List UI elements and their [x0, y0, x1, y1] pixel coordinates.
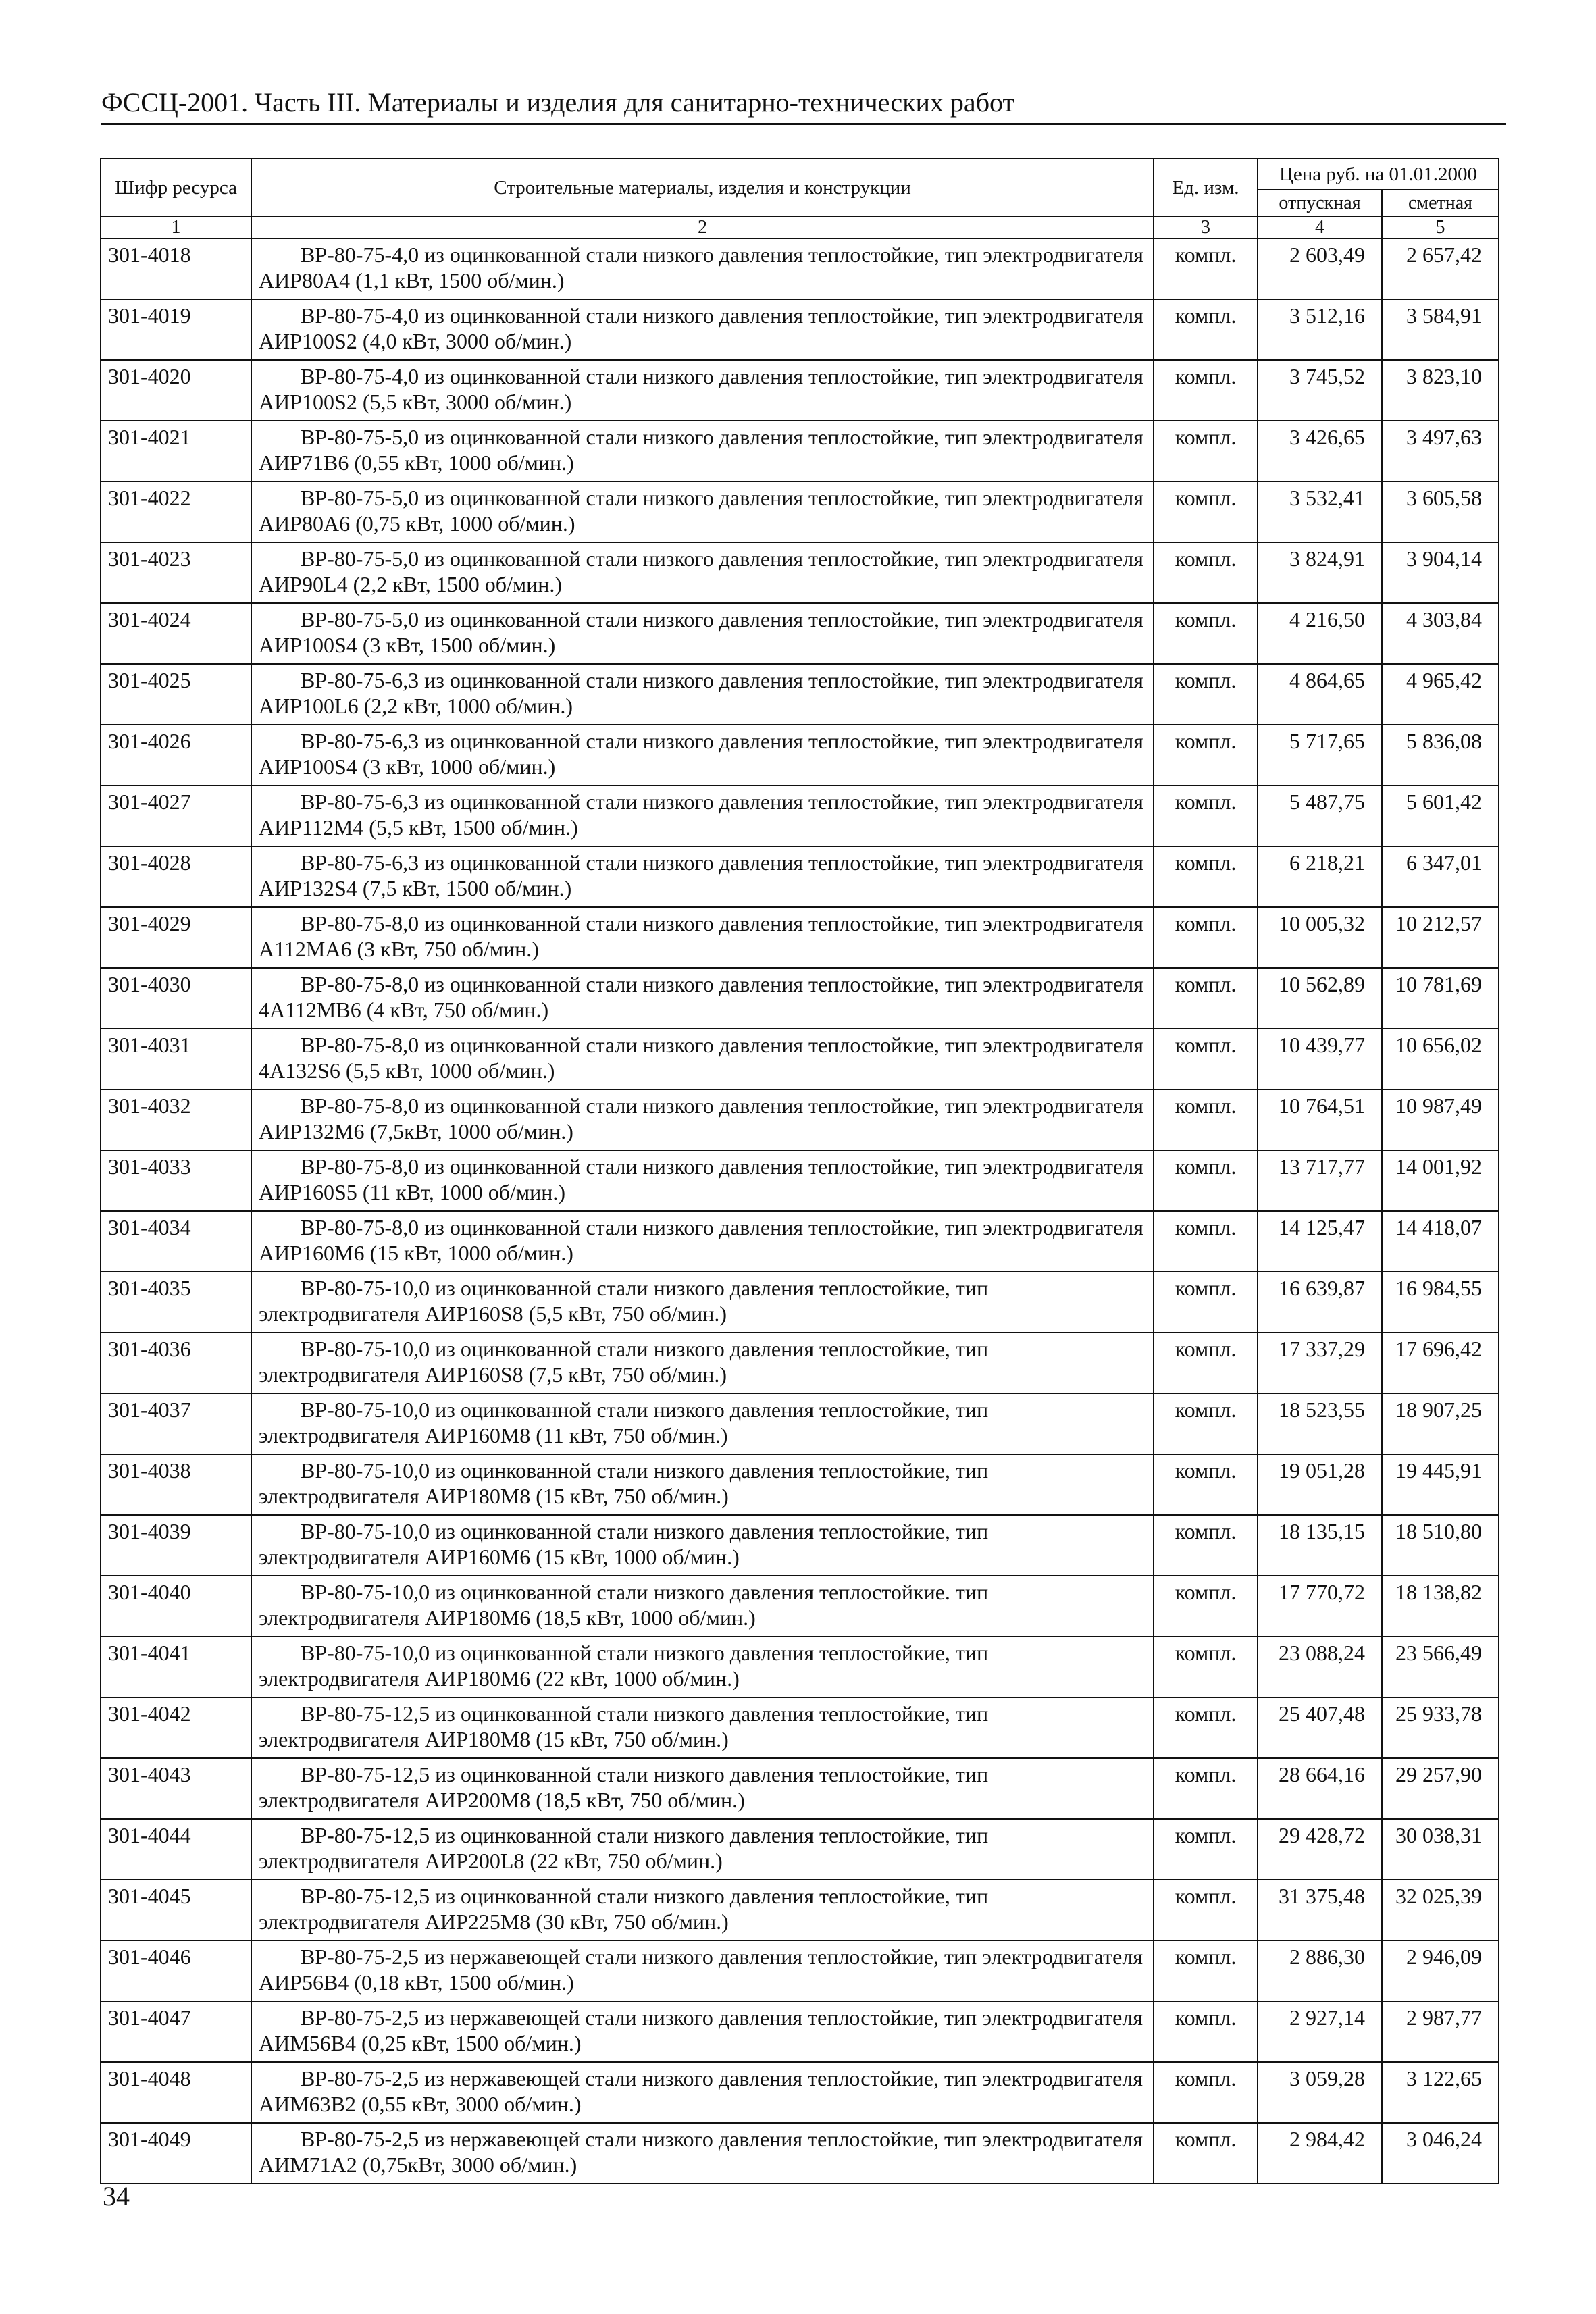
unit-cell: компл.: [1154, 1089, 1258, 1150]
resource-code: 301-4038: [101, 1454, 251, 1515]
release-price: 23 088,24: [1258, 1637, 1382, 1697]
release-price: 18 135,15: [1258, 1515, 1382, 1576]
resource-code: 301-4020: [101, 360, 251, 421]
release-price: 2 886,30: [1258, 1940, 1382, 2001]
resource-code: 301-4027: [101, 786, 251, 846]
release-price: 29 428,72: [1258, 1819, 1382, 1880]
table-row: [101, 1637, 1499, 1697]
estimate-price: 3 122,65: [1382, 2062, 1499, 2123]
estimate-price: 2 657,42: [1382, 238, 1499, 299]
material-description: ВР-80-75-12,5 из оцинкованной стали низкого давления теплостойкие, тип электродвигателя АИР180М8 (15 кВт, 750 об/мин.): [251, 1697, 1154, 1758]
estimate-price: 18 138,82: [1382, 1576, 1499, 1637]
resource-code: 301-4048: [101, 2062, 251, 2123]
estimate-price: 5 836,08: [1382, 725, 1499, 786]
estimate-price: 10 656,02: [1382, 1029, 1499, 1089]
material-description: ВР-80-75-8,0 из оцинкованной стали низкого давления теплостойкие, тип электродвигателя АИР160М6 (15 кВт, 1000 об/мин.): [251, 1211, 1154, 1272]
table-row: [101, 1515, 1499, 1576]
col-header-price: Цена руб. на 01.01.2000: [1258, 159, 1499, 190]
resource-code: 301-4040: [101, 1576, 251, 1637]
estimate-price: 3 823,10: [1382, 360, 1499, 421]
estimate-price: 5 601,42: [1382, 786, 1499, 846]
material-description: ВР-80-75-2,5 из нержавеющей стали низкого давления теплостойкие, тип электродвигателя АИМ56В4 (0,25 кВт, 1500 об/мин.): [251, 2001, 1154, 2062]
material-description: ВР-80-75-2,5 из нержавеющей стали низкого давления теплостойкие, тип электродвигателя АИМ63В2 (0,55 кВт, 3000 об/мин.): [251, 2062, 1154, 2123]
header-rule: [101, 123, 1506, 125]
material-description: ВР-80-75-4,0 из оцинкованной стали низкого давления теплостойкие, тип электродвигателя АИР100S2 (4,0 кВт, 3000 об/мин.): [251, 299, 1154, 360]
material-description: ВР-80-75-10,0 из оцинкованной стали низкого давления теплостойкие, тип электродвигателя АИР160S8 (7,5 кВт, 750 об/мин.): [251, 1333, 1154, 1393]
material-description: ВР-80-75-6,3 из оцинкованной стали низкого давления теплостойкие, тип электродвигателя АИР132S4 (7,5 кВт, 1500 об/мин.): [251, 846, 1154, 907]
table-row: [101, 725, 1499, 786]
estimate-price: 10 987,49: [1382, 1089, 1499, 1150]
col-header-unit: Ед. изм.: [1154, 159, 1258, 217]
resource-code: 301-4044: [101, 1819, 251, 1880]
unit-cell: компл.: [1154, 968, 1258, 1029]
material-description: ВР-80-75-6,3 из оцинкованной стали низкого давления теплостойкие, тип электродвигателя АИР100S4 (3 кВт, 1000 об/мин.): [251, 725, 1154, 786]
table-row: [101, 299, 1499, 360]
material-description: ВР-80-75-10,0 из оцинкованной стали низкого давления теплостойкие, тип электродвигателя АИР160S8 (5,5 кВт, 750 об/мин.): [251, 1272, 1154, 1333]
unit-cell: компл.: [1154, 1880, 1258, 1940]
unit-cell: компл.: [1154, 603, 1258, 664]
table-row: [101, 1272, 1499, 1333]
table-row: [101, 1150, 1499, 1211]
resource-code: 301-4033: [101, 1150, 251, 1211]
resource-code: 301-4032: [101, 1089, 251, 1150]
unit-cell: компл.: [1154, 1758, 1258, 1819]
table-row: [101, 2062, 1499, 2123]
table-row: [101, 1880, 1499, 1940]
material-description: ВР-80-75-8,0 из оцинкованной стали низкого давления теплостойкие, тип электродвигателя 4А112МВ6 (4 кВт, 750 об/мин.): [251, 968, 1154, 1029]
release-price: 3 426,65: [1258, 421, 1382, 482]
table-body: [101, 238, 1499, 2184]
unit-cell: компл.: [1154, 1393, 1258, 1454]
unit-cell: компл.: [1154, 1272, 1258, 1333]
unit-cell: компл.: [1154, 664, 1258, 725]
material-description: ВР-80-75-5,0 из оцинкованной стали низкого давления теплостойкие, тип электродвигателя АИР100S4 (3 кВт, 1500 об/мин.): [251, 603, 1154, 664]
release-price: 17 770,72: [1258, 1576, 1382, 1637]
table-row: [101, 2001, 1499, 2062]
release-price: 17 337,29: [1258, 1333, 1382, 1393]
unit-cell: компл.: [1154, 2001, 1258, 2062]
unit-cell: компл.: [1154, 1819, 1258, 1880]
resource-code: 301-4041: [101, 1637, 251, 1697]
estimate-price: 3 904,14: [1382, 542, 1499, 603]
unit-cell: компл.: [1154, 725, 1258, 786]
unit-cell: компл.: [1154, 1637, 1258, 1697]
material-description: ВР-80-75-5,0 из оцинкованной стали низкого давления теплостойкие, тип электродвигателя АИР80А6 (0,75 кВт, 1000 об/мин.): [251, 482, 1154, 542]
material-description: ВР-80-75-8,0 из оцинкованной стали низкого давления теплостойкие, тип электродвигателя 4А132S6 (5,5 кВт, 1000 об/мин.): [251, 1029, 1154, 1089]
material-description: ВР-80-75-6,3 из оцинкованной стали низкого давления теплостойкие, тип электродвигателя АИР100L6 (2,2 кВт, 1000 об/мин.): [251, 664, 1154, 725]
estimate-price: 10 781,69: [1382, 968, 1499, 1029]
estimate-price: 29 257,90: [1382, 1758, 1499, 1819]
unit-cell: компл.: [1154, 2062, 1258, 2123]
table-row: [101, 482, 1499, 542]
material-description: ВР-80-75-5,0 из оцинкованной стали низкого давления теплостойкие, тип электродвигателя АИР90L4 (2,2 кВт, 1500 об/мин.): [251, 542, 1154, 603]
estimate-price: 3 046,24: [1382, 2123, 1499, 2184]
material-description: ВР-80-75-12,5 из оцинкованной стали низкого давления теплостойкие, тип электродвигателя АИР225М8 (30 кВт, 750 об/мин.): [251, 1880, 1154, 1940]
resource-code: 301-4028: [101, 846, 251, 907]
unit-cell: компл.: [1154, 299, 1258, 360]
resource-code: 301-4037: [101, 1393, 251, 1454]
release-price: 3 512,16: [1258, 299, 1382, 360]
release-price: 31 375,48: [1258, 1880, 1382, 1940]
resource-code: 301-4024: [101, 603, 251, 664]
column-number: 3: [1154, 217, 1258, 238]
table-row: [101, 664, 1499, 725]
estimate-price: 3 497,63: [1382, 421, 1499, 482]
release-price: 4 864,65: [1258, 664, 1382, 725]
material-description: ВР-80-75-2,5 из нержавеющей стали низкого давления теплостойкие, тип электродвигателя АИМ71А2 (0,75кВт, 3000 об/мин.): [251, 2123, 1154, 2184]
material-description: ВР-80-75-4,0 из оцинкованной стали низкого давления теплостойкие, тип электродвигателя АИР100S2 (5,5 кВт, 3000 об/мин.): [251, 360, 1154, 421]
col-header-materials: Строительные материалы, изделия и конструкции: [251, 159, 1154, 217]
estimate-price: 4 965,42: [1382, 664, 1499, 725]
estimate-price: 3 584,91: [1382, 299, 1499, 360]
release-price: 25 407,48: [1258, 1697, 1382, 1758]
material-description: ВР-80-75-12,5 из оцинкованной стали низкого давления теплостойкие, тип электродвигателя АИР200L8 (22 кВт, 750 об/мин.): [251, 1819, 1154, 1880]
estimate-price: 25 933,78: [1382, 1697, 1499, 1758]
unit-cell: компл.: [1154, 2123, 1258, 2184]
release-price: 3 824,91: [1258, 542, 1382, 603]
table-row: [101, 1029, 1499, 1089]
column-number-row: [101, 217, 1499, 238]
unit-cell: компл.: [1154, 786, 1258, 846]
estimate-price: 6 347,01: [1382, 846, 1499, 907]
table-row: [101, 542, 1499, 603]
col-header-estimate: сметная: [1382, 190, 1499, 217]
resource-code: 301-4031: [101, 1029, 251, 1089]
resource-code: 301-4049: [101, 2123, 251, 2184]
column-number: 1: [101, 217, 251, 238]
resource-code: 301-4029: [101, 907, 251, 968]
resource-code: 301-4036: [101, 1333, 251, 1393]
estimate-price: 18 907,25: [1382, 1393, 1499, 1454]
estimate-price: 3 605,58: [1382, 482, 1499, 542]
material-description: ВР-80-75-8,0 из оцинкованной стали низкого давления теплостойкие, тип электродвигателя АИР132М6 (7,5кВт, 1000 об/мин.): [251, 1089, 1154, 1150]
resource-code: 301-4018: [101, 238, 251, 299]
unit-cell: компл.: [1154, 1029, 1258, 1089]
unit-cell: компл.: [1154, 1697, 1258, 1758]
table-row: [101, 786, 1499, 846]
release-price: 14 125,47: [1258, 1211, 1382, 1272]
release-price: 10 764,51: [1258, 1089, 1382, 1150]
table-row: [101, 1576, 1499, 1637]
column-number: 5: [1382, 217, 1499, 238]
table-row: [101, 2123, 1499, 2184]
resource-code: 301-4026: [101, 725, 251, 786]
table-row: [101, 238, 1499, 299]
unit-cell: компл.: [1154, 1940, 1258, 2001]
resource-code: 301-4025: [101, 664, 251, 725]
estimate-price: 2 946,09: [1382, 1940, 1499, 2001]
resource-code: 301-4043: [101, 1758, 251, 1819]
resource-code: 301-4034: [101, 1211, 251, 1272]
unit-cell: компл.: [1154, 421, 1258, 482]
col-header-release: отпускная: [1258, 190, 1382, 217]
estimate-price: 17 696,42: [1382, 1333, 1499, 1393]
estimate-price: 18 510,80: [1382, 1515, 1499, 1576]
column-number: 4: [1258, 217, 1382, 238]
page-header-title: ФССЦ-2001. Часть III. Материалы и изделия для санитарно-технических работ: [101, 87, 1014, 118]
material-description: ВР-80-75-8,0 из оцинкованной стали низкого давления теплостойкие, тип электродвигателя А112МА6 (3 кВт, 750 об/мин.): [251, 907, 1154, 968]
unit-cell: компл.: [1154, 1576, 1258, 1637]
material-description: ВР-80-75-2,5 из нержавеющей стали низкого давления теплостойкие, тип электродвигателя АИР56В4 (0,18 кВт, 1500 об/мин.): [251, 1940, 1154, 2001]
table-row: [101, 1819, 1499, 1880]
estimate-price: 16 984,55: [1382, 1272, 1499, 1333]
table-row: [101, 1089, 1499, 1150]
release-price: 10 562,89: [1258, 968, 1382, 1029]
resource-code: 301-4022: [101, 482, 251, 542]
estimate-price: 32 025,39: [1382, 1880, 1499, 1940]
unit-cell: компл.: [1154, 1454, 1258, 1515]
col-header-code: Шифр ресурса: [101, 159, 251, 217]
unit-cell: компл.: [1154, 907, 1258, 968]
resource-code: 301-4019: [101, 299, 251, 360]
resource-code: 301-4035: [101, 1272, 251, 1333]
unit-cell: компл.: [1154, 360, 1258, 421]
table-row: [101, 1393, 1499, 1454]
release-price: 5 717,65: [1258, 725, 1382, 786]
unit-cell: компл.: [1154, 846, 1258, 907]
resource-code: 301-4046: [101, 1940, 251, 2001]
table-row: [101, 1697, 1499, 1758]
resource-code: 301-4039: [101, 1515, 251, 1576]
price-table: [100, 158, 1499, 2184]
resource-code: 301-4023: [101, 542, 251, 603]
table-row: [101, 1454, 1499, 1515]
table-row: [101, 603, 1499, 664]
release-price: 3 532,41: [1258, 482, 1382, 542]
table-row: [101, 968, 1499, 1029]
table-row: [101, 1211, 1499, 1272]
release-price: 3 059,28: [1258, 2062, 1382, 2123]
material-description: ВР-80-75-10,0 из оцинкованной стали низкого давления теплостойкие, тип электродвигателя АИР180М6 (22 кВт, 1000 об/мин.): [251, 1637, 1154, 1697]
table-row: [101, 421, 1499, 482]
estimate-price: 2 987,77: [1382, 2001, 1499, 2062]
estimate-price: 4 303,84: [1382, 603, 1499, 664]
unit-cell: компл.: [1154, 238, 1258, 299]
resource-code: 301-4030: [101, 968, 251, 1029]
release-price: 5 487,75: [1258, 786, 1382, 846]
release-price: 18 523,55: [1258, 1393, 1382, 1454]
release-price: 19 051,28: [1258, 1454, 1382, 1515]
material-description: ВР-80-75-6,3 из оцинкованной стали низкого давления теплостойкие, тип электродвигателя АИР112М4 (5,5 кВт, 1500 об/мин.): [251, 786, 1154, 846]
unit-cell: компл.: [1154, 1515, 1258, 1576]
release-price: 2 984,42: [1258, 2123, 1382, 2184]
material-description: ВР-80-75-5,0 из оцинкованной стали низкого давления теплостойкие, тип электродвигателя АИР71В6 (0,55 кВт, 1000 об/мин.): [251, 421, 1154, 482]
resource-code: 301-4047: [101, 2001, 251, 2062]
resource-code: 301-4021: [101, 421, 251, 482]
unit-cell: компл.: [1154, 1333, 1258, 1393]
release-price: 16 639,87: [1258, 1272, 1382, 1333]
resource-code: 301-4045: [101, 1880, 251, 1940]
material-description: ВР-80-75-8,0 из оцинкованной стали низкого давления теплостойкие, тип электродвигателя АИР160S5 (11 кВт, 1000 об/мин.): [251, 1150, 1154, 1211]
release-price: 2 927,14: [1258, 2001, 1382, 2062]
unit-cell: компл.: [1154, 1150, 1258, 1211]
page-number: 34: [103, 2181, 130, 2211]
material-description: ВР-80-75-10,0 из оцинкованной стали низкого давления теплостойкие. тип электродвигателя АИР180М6 (18,5 кВт, 1000 об/мин.): [251, 1576, 1154, 1637]
material-description: ВР-80-75-4,0 из оцинкованной стали низкого давления теплостойкие, тип электродвигателя АИР80А4 (1,1 кВт, 1500 об/мин.): [251, 238, 1154, 299]
material-description: ВР-80-75-12,5 из оцинкованной стали низкого давления теплостойкие, тип электродвигателя АИР200М8 (18,5 кВт, 750 об/мин.): [251, 1758, 1154, 1819]
table-row: [101, 846, 1499, 907]
material-description: ВР-80-75-10,0 из оцинкованной стали низкого давления теплостойкие, тип электродвигателя АИР180М8 (15 кВт, 750 об/мин.): [251, 1454, 1154, 1515]
release-price: 6 218,21: [1258, 846, 1382, 907]
table-row: [101, 907, 1499, 968]
release-price: 3 745,52: [1258, 360, 1382, 421]
table-row: [101, 1333, 1499, 1393]
estimate-price: 23 566,49: [1382, 1637, 1499, 1697]
release-price: 10 005,32: [1258, 907, 1382, 968]
release-price: 28 664,16: [1258, 1758, 1382, 1819]
column-number: 2: [251, 217, 1154, 238]
release-price: 10 439,77: [1258, 1029, 1382, 1089]
unit-cell: компл.: [1154, 482, 1258, 542]
estimate-price: 30 038,31: [1382, 1819, 1499, 1880]
table-row: [101, 1758, 1499, 1819]
table-row: [101, 1940, 1499, 2001]
release-price: 13 717,77: [1258, 1150, 1382, 1211]
material-description: ВР-80-75-10,0 из оцинкованной стали низкого давления теплостойкие, тип электродвигателя АИР160М6 (15 кВт, 1000 об/мин.): [251, 1515, 1154, 1576]
release-price: 4 216,50: [1258, 603, 1382, 664]
estimate-price: 14 418,07: [1382, 1211, 1499, 1272]
estimate-price: 10 212,57: [1382, 907, 1499, 968]
estimate-price: 14 001,92: [1382, 1150, 1499, 1211]
release-price: 2 603,49: [1258, 238, 1382, 299]
estimate-price: 19 445,91: [1382, 1454, 1499, 1515]
table-row: [101, 360, 1499, 421]
resource-code: 301-4042: [101, 1697, 251, 1758]
material-description: ВР-80-75-10,0 из оцинкованной стали низкого давления теплостойкие, тип электродвигателя АИР160М8 (11 кВт, 750 об/мин.): [251, 1393, 1154, 1454]
unit-cell: компл.: [1154, 542, 1258, 603]
unit-cell: компл.: [1154, 1211, 1258, 1272]
